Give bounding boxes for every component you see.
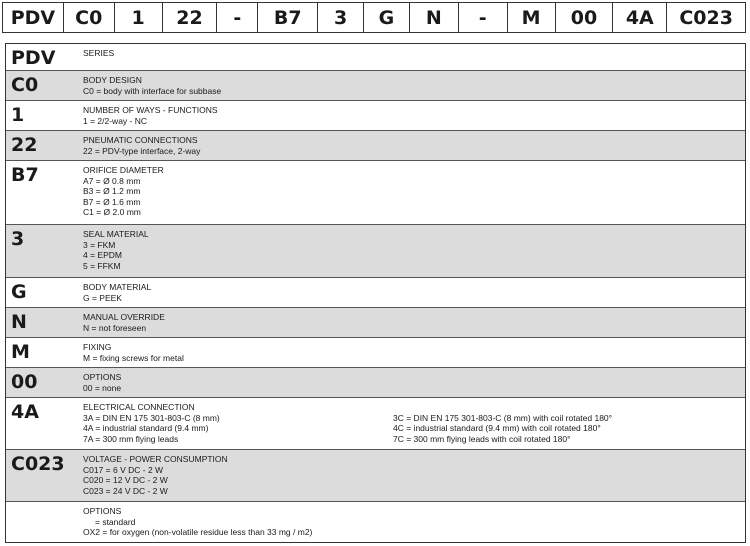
legend-line: C1 = Ø 2.0 mm bbox=[83, 207, 141, 217]
legend-key: PDV bbox=[11, 47, 56, 69]
legend-line: 3C = DIN EN 175 301-803-C (8 mm) with coil rotated 180° bbox=[393, 412, 613, 423]
legend-title: OPTIONS bbox=[83, 506, 122, 516]
code-cell-connections: 22 bbox=[163, 3, 218, 32]
legend-row-voltage bbox=[6, 450, 745, 502]
legend-line: M = fixing screws for metal bbox=[83, 352, 184, 363]
legend-key bbox=[6, 502, 78, 542]
legend-key: 4A bbox=[11, 401, 39, 423]
legend-line: 4C = industrial standard (9.4 mm) with coil rotated 180° bbox=[393, 423, 601, 433]
legend-row-orifice bbox=[6, 161, 745, 225]
legend-line: 7A = 300 mm flying leads bbox=[83, 433, 179, 444]
legend-title: OPTIONS bbox=[83, 372, 122, 382]
legend-title: PNEUMATIC CONNECTIONS bbox=[83, 135, 198, 145]
code-cell-ways: 1 bbox=[115, 3, 163, 32]
legend-line: 3A = DIN EN 175 301-803-C (8 mm) bbox=[83, 412, 220, 423]
legend-row-body-material bbox=[6, 278, 745, 308]
legend-line: 3 = FKM bbox=[83, 239, 116, 250]
legend-title: VOLTAGE - POWER CONSUMPTION bbox=[83, 454, 228, 464]
legend-line: C0 = body with interface for subbase bbox=[83, 85, 222, 96]
legend-line: B3 = Ø 1.2 mm bbox=[83, 186, 141, 196]
legend-key: 3 bbox=[11, 228, 25, 250]
code-cell-electrical: 4A bbox=[613, 3, 667, 32]
legend-line: 00 = none bbox=[83, 382, 122, 393]
legend-line: B7 = Ø 1.6 mm bbox=[83, 196, 141, 207]
legend-line: C023 = 24 V DC - 2 W bbox=[83, 485, 168, 496]
code-cell-separator: - bbox=[459, 3, 508, 32]
legend-row-connections bbox=[6, 131, 745, 161]
legend-key: 1 bbox=[11, 104, 25, 126]
legend-row-body-design bbox=[6, 71, 745, 101]
code-legend-table bbox=[5, 43, 746, 543]
code-cell-fixing: M bbox=[508, 3, 556, 32]
code-cell-series: PDV bbox=[3, 3, 64, 32]
legend-key: 22 bbox=[11, 134, 38, 156]
legend-title: ELECTRICAL CONNECTION bbox=[83, 402, 195, 412]
legend-line: 1 = 2/2-way - NC bbox=[83, 115, 148, 126]
legend-title: FIXING bbox=[83, 342, 112, 352]
legend-line: = standard bbox=[95, 516, 136, 527]
legend-key: C0 bbox=[11, 74, 39, 96]
legend-title: NUMBER OF WAYS - FUNCTIONS bbox=[83, 105, 218, 115]
legend-key: C023 bbox=[11, 453, 65, 475]
legend-line: OX2 = for oxygen (non-volatile residue less than 33 mg / m2) bbox=[83, 527, 313, 537]
legend-line: A7 = Ø 0.8 mm bbox=[83, 175, 141, 186]
legend-row-options bbox=[6, 368, 745, 398]
legend-title: SERIES bbox=[83, 48, 115, 58]
legend-line: N = not foreseen bbox=[83, 322, 147, 333]
legend-line: 22 = PDV-type interface, 2-way bbox=[83, 145, 201, 156]
legend-key: N bbox=[11, 311, 27, 333]
code-cell-manual-override: N bbox=[410, 3, 459, 32]
legend-row-ways bbox=[6, 101, 745, 131]
code-cell-seal: 3 bbox=[318, 3, 364, 32]
legend-row-oxygen-options bbox=[6, 502, 745, 542]
legend-key: B7 bbox=[11, 164, 39, 186]
legend-row-series bbox=[6, 44, 745, 71]
legend-line: 4 = EPDM bbox=[83, 250, 122, 260]
legend-line: 5 = FFKM bbox=[83, 260, 121, 271]
legend-row-manual-override bbox=[6, 308, 745, 338]
code-cell-voltage: C023 bbox=[679, 6, 733, 29]
legend-title: BODY MATERIAL bbox=[83, 282, 152, 292]
code-cell-body-material: G bbox=[364, 3, 410, 32]
legend-title: ORIFICE DIAMETER bbox=[83, 165, 164, 175]
legend-line: C017 = 6 V DC - 2 W bbox=[83, 464, 164, 475]
code-cell-body-design: C0 bbox=[64, 3, 115, 32]
code-cell-options: 00 bbox=[556, 3, 614, 32]
legend-row-seal bbox=[6, 225, 745, 278]
legend-key: 00 bbox=[11, 371, 38, 393]
legend-title: SEAL MATERIAL bbox=[83, 229, 149, 239]
legend-line: C020 = 12 V DC - 2 W bbox=[83, 475, 168, 485]
legend-line: 4A = industrial standard (9.4 mm) bbox=[83, 423, 209, 433]
code-cell-separator: - bbox=[217, 3, 258, 32]
code-cell-orifice: B7 bbox=[258, 3, 318, 32]
legend-key: M bbox=[11, 341, 30, 363]
legend-row-fixing bbox=[6, 338, 745, 368]
legend-row-electrical bbox=[6, 398, 745, 450]
legend-title: BODY DESIGN bbox=[83, 75, 142, 85]
legend-key: G bbox=[11, 281, 27, 303]
order-code-row bbox=[2, 2, 746, 33]
legend-line: G = PEEK bbox=[83, 292, 122, 303]
legend-line: 7C = 300 mm flying leads with coil rotated 180° bbox=[393, 433, 571, 444]
legend-title: MANUAL OVERRIDE bbox=[83, 312, 165, 322]
